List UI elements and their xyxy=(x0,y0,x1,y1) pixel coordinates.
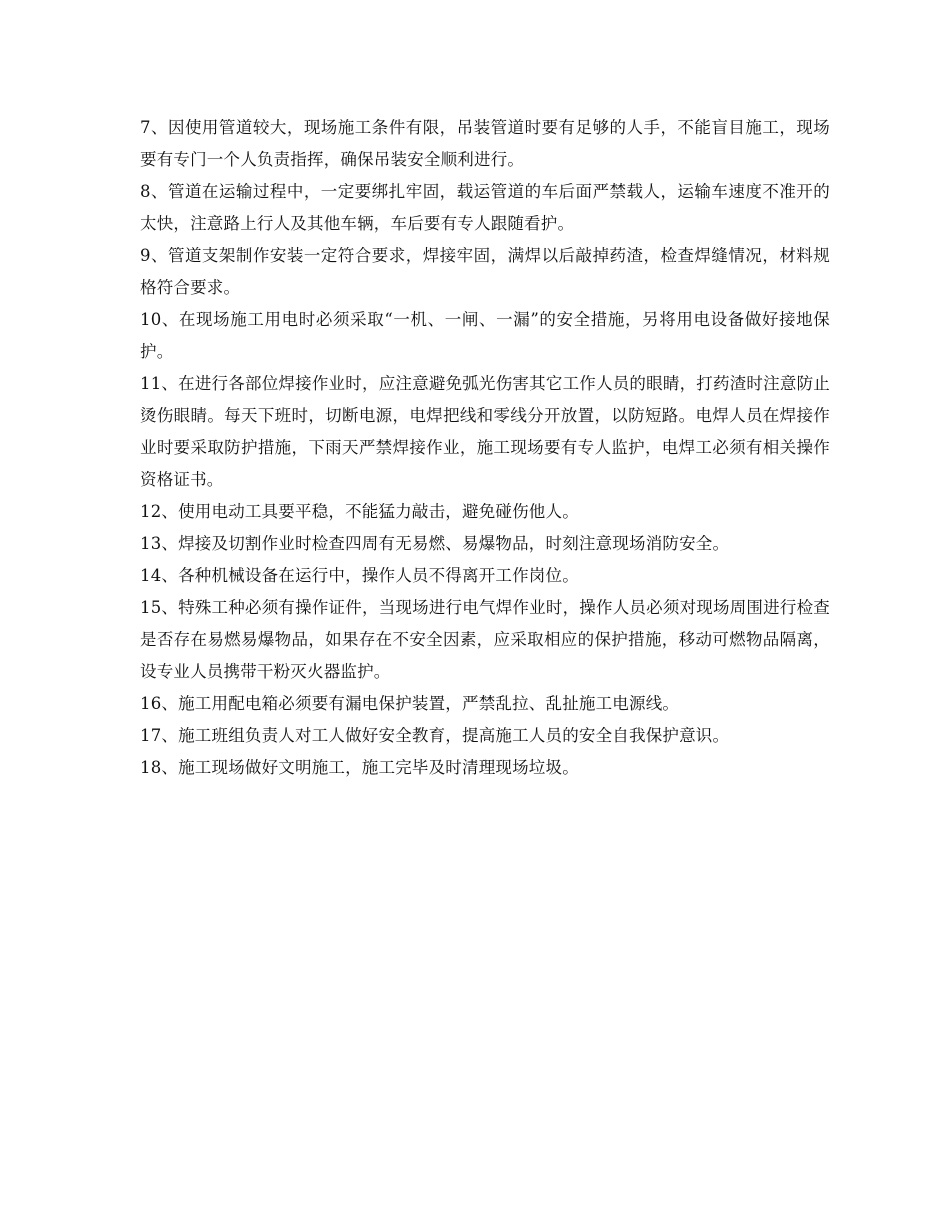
document-body xyxy=(140,112,830,784)
list-item-17: 17、施工班组负责人对工人做好安全教育，提高施工人员的安全自我保护意识。 xyxy=(140,726,730,745)
list-item-14: 14、各种机械设备在运行中，操作人员不得离开工作岗位。 xyxy=(140,566,579,585)
list-item-15: 15、特殊工种必须有操作证件，当现场进行电气焊作业时，操作人员必须对现场周围进行检查是否存在易燃易爆物品，如果存在不安全因素，应采取相应的保护措施，移动可燃物品隔离，设专业人员携带干粉灭火器监护。 xyxy=(140,598,830,681)
list-item-11: 11、在进行各部位焊接作业时，应注意避免弧光伤害其它工作人员的眼睛，打药渣时注意防止烫伤眼睛。每天下班时，切断电源，电焊把线和零线分开放置，以防短路。电焊人员在焊接作业时要采取防护措施，下雨天严禁焊接作业，施工现场要有专人监护，电焊工必须有相关操作资格证书。 xyxy=(140,374,830,489)
list-item-8: 8、管道在运输过程中，一定要绑扎牢固，载运管道的车后面严禁载人，运输车速度不准开的太快，注意路上行人及其他车辆，车后要有专人跟随看护。 xyxy=(140,182,830,233)
list-item-10: 10、在现场施工用电时必须采取“一机、一闸、一漏”的安全措施，另将用电设备做好接地保护。 xyxy=(140,310,830,361)
list-item-12: 12、使用电动工具要平稳，不能猛力敲击，避免碰伤他人。 xyxy=(140,502,579,521)
list-item-13: 13、焊接及切割作业时检查四周有无易燃、易爆物品，时刻注意现场消防安全。 xyxy=(140,534,730,553)
list-item-16: 16、施工用配电箱必须要有漏电保护装置，严禁乱拉、乱扯施工电源线。 xyxy=(140,694,680,713)
list-item-18: 18、施工现场做好文明施工，施工完毕及时清理现场垃圾。 xyxy=(140,758,579,777)
list-item-7: 7、因使用管道较大，现场施工条件有限，吊装管道时要有足够的人手，不能盲目施工，现场要有专门一个人负责指挥，确保吊装安全顺利进行。 xyxy=(140,118,830,169)
list-item-9: 9、管道支架制作安装一定符合要求，焊接牢固，满焊以后敲掉药渣，检查焊缝情况，材料规格符合要求。 xyxy=(140,246,830,297)
